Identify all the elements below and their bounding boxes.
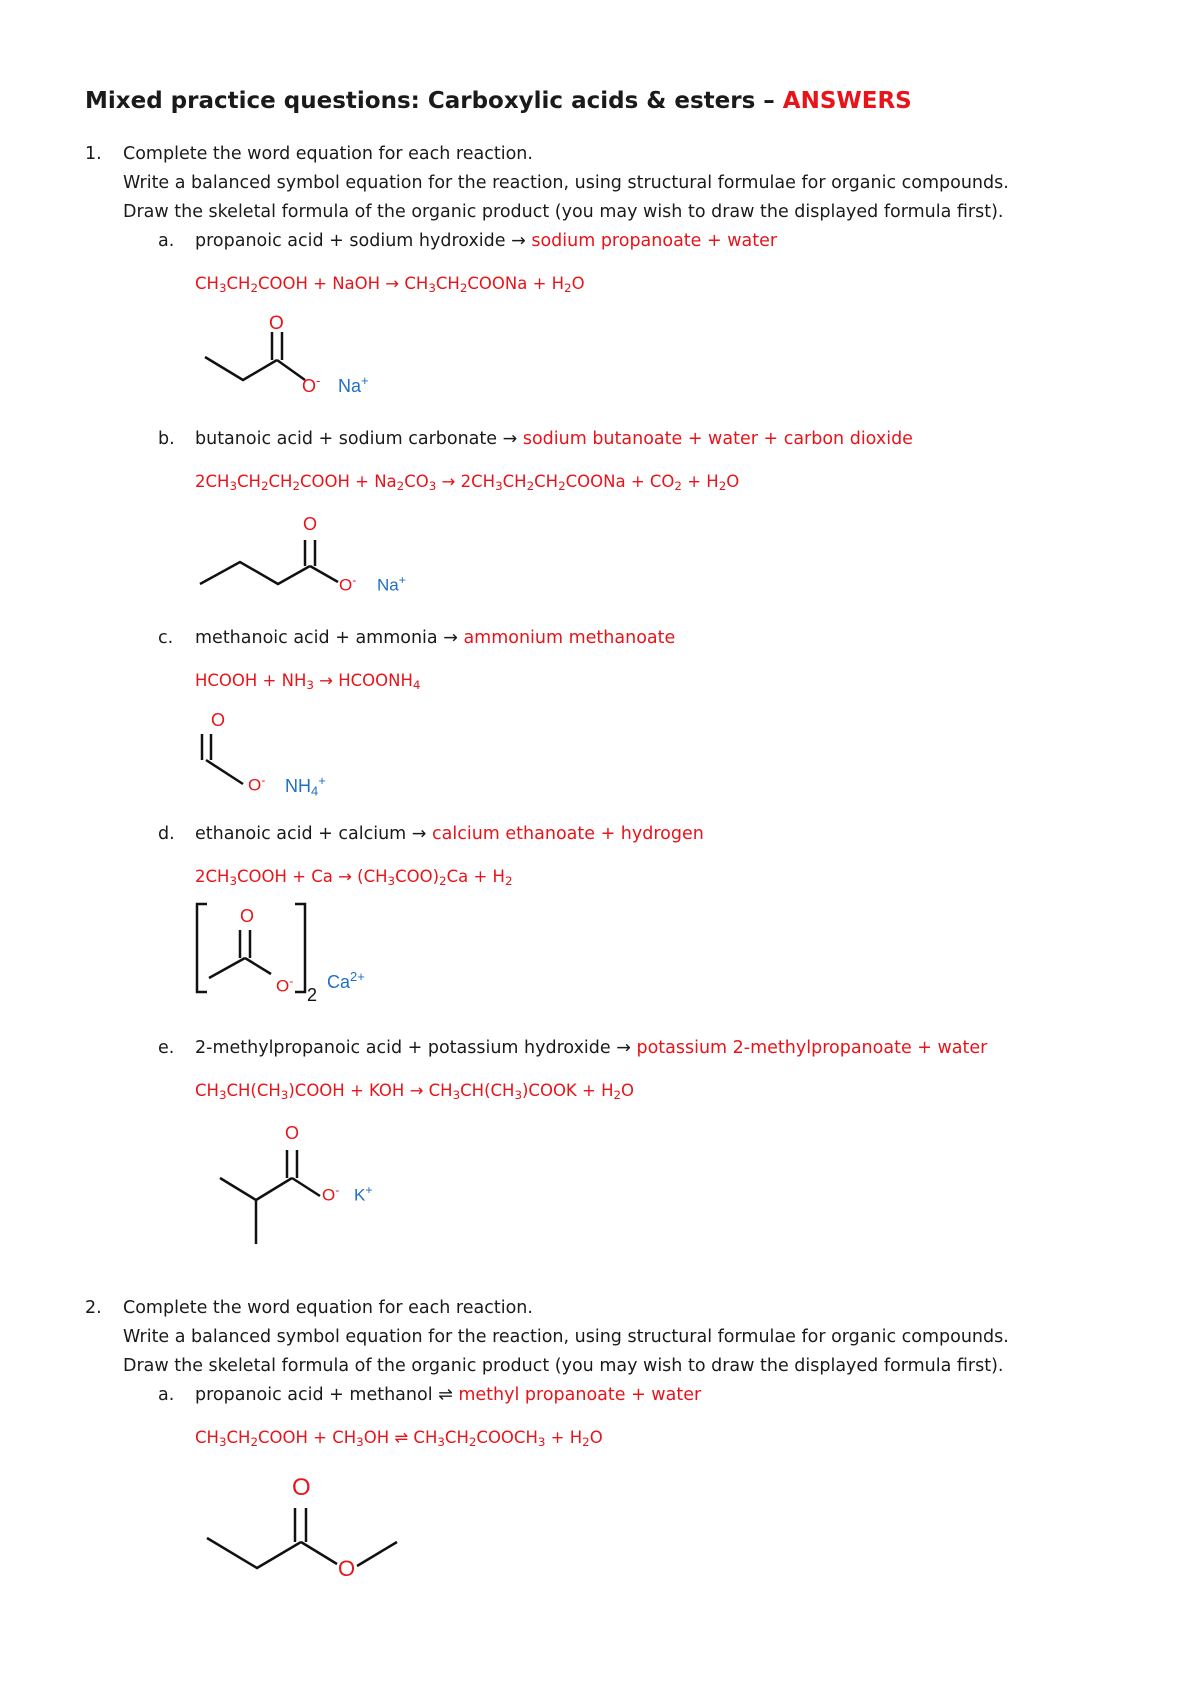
q1d-reactants: ethanoic acid + calcium → xyxy=(195,824,433,844)
q1e-symbol-equation: $CH_3CH(CH_3)COOH$ + KOH → $CH_3CH(CH_3)COOK + H_2O$ xyxy=(195,1081,635,1102)
q1c-reactants: methanoic acid + ammonia → xyxy=(195,628,464,648)
q2a-word-equation xyxy=(195,1385,701,1405)
q1d-letter: d. xyxy=(158,824,175,844)
q1d-carboxylate-o: O- xyxy=(276,974,294,996)
q1a-letter: a. xyxy=(158,231,175,251)
q1c-counter-ion: $NH_4^+$ xyxy=(285,773,326,799)
q2a-symbol-equation: $CH_3CH_2COOH + CH_3OH$ ⇌ $CH_3CH_2COOCH_3 + H_2O$ xyxy=(195,1428,603,1449)
q1e-letter: e. xyxy=(158,1038,175,1058)
q1a-products: sodium propanoate + water xyxy=(531,231,778,251)
q2a-products: methyl propanoate + water xyxy=(458,1385,702,1405)
q1d-word-equation xyxy=(195,824,704,844)
q1e-counter-ion: K+ xyxy=(354,1183,373,1205)
q2a-carbonyl-o: O xyxy=(292,1474,311,1501)
title-main: Mixed practice questions: Carboxylic acids & esters – xyxy=(85,88,783,114)
page-title xyxy=(85,88,912,114)
q2a-reactants: propanoic acid + methanol ⇌ xyxy=(195,1385,459,1405)
q1c-carboxylate-o: O- xyxy=(248,773,266,795)
q1d-carbonyl-o: O xyxy=(240,906,255,926)
q1e-carbonyl-o: O xyxy=(285,1123,300,1143)
q1a-word-equation xyxy=(195,231,777,251)
q2-instruction-3: Draw the skeletal formula of the organic product (you may wish to draw the displayed formula first). xyxy=(123,1356,1004,1376)
q1b-counter-ion: Na+ xyxy=(377,573,406,595)
q1c-carbonyl-o: O xyxy=(211,710,226,730)
q1a-counter-ion: Na+ xyxy=(338,373,369,397)
title-answers: ANSWERS xyxy=(782,88,912,114)
q1d-bracket-subscript: 2 xyxy=(307,985,318,1005)
q1e-products: potassium 2-methylpropanoate + water xyxy=(636,1038,988,1058)
q1e-carboxylate-o: O- xyxy=(322,1183,340,1205)
q1-instruction-1: Complete the word equation for each reaction. xyxy=(123,144,533,164)
q1b-reactants: butanoic acid + sodium carbonate → xyxy=(195,429,523,449)
q2a-letter: a. xyxy=(158,1385,175,1405)
q1b-symbol-equation: $2CH_3CH_2CH_2COOH + Na_2CO_3$ → $2CH_3CH_2CH_2COONa + CO_2 + H_2O$ xyxy=(195,472,740,493)
q1e-skeletal-formula xyxy=(218,1120,338,1240)
q1a-carbonyl-o: O xyxy=(269,313,284,334)
q1-instruction-3: Draw the skeletal formula of the organic product (you may wish to draw the displayed formula first). xyxy=(123,202,1004,222)
q1d-products: calcium ethanoate + hydrogen xyxy=(432,824,704,844)
q2-number: 2. xyxy=(85,1298,102,1318)
q1b-letter: b. xyxy=(158,429,175,449)
q2-instruction-2: Write a balanced symbol equation for the reaction, using structural formulae for organic compounds. xyxy=(123,1327,1009,1347)
q1-number: 1. xyxy=(85,144,102,164)
q1a-carboxylate-o: O- xyxy=(302,373,321,397)
q1b-word-equation xyxy=(195,429,913,449)
q1b-products: sodium butanoate + water + carbon dioxide xyxy=(522,429,913,449)
q1b-carbonyl-o: O xyxy=(303,514,318,534)
q1e-word-equation xyxy=(195,1038,987,1058)
q1d-counter-ion: $Ca^{2+}$ xyxy=(327,969,365,993)
q1a-symbol-equation: $CH_3CH_2COOH$ + NaOH → $CH_3CH_2COONa + H_2O$ xyxy=(195,274,585,295)
q1c-symbol-equation: HCOOH + $NH_3$ → $HCOONH_4$ xyxy=(195,671,421,692)
q1c-letter: c. xyxy=(158,628,174,648)
q1c-products: ammonium methanoate xyxy=(463,628,676,648)
q1-instruction-2: Write a balanced symbol equation for the reaction, using structural formulae for organic compounds. xyxy=(123,173,1009,193)
q1d-symbol-equation: $2CH_3COOH + Ca \to (CH_3COO)_2Ca + H_2$ xyxy=(195,867,513,888)
q1c-word-equation xyxy=(195,628,675,648)
q2-instruction-1: Complete the word equation for each reaction. xyxy=(123,1298,533,1318)
q1a-reactants: propanoic acid + sodium hydroxide → xyxy=(195,231,532,251)
q2a-ester-o: O xyxy=(338,1556,356,1581)
q1b-carboxylate-o: O- xyxy=(339,573,357,595)
q1e-reactants: 2-methylpropanoic acid + potassium hydroxide → xyxy=(195,1038,637,1058)
